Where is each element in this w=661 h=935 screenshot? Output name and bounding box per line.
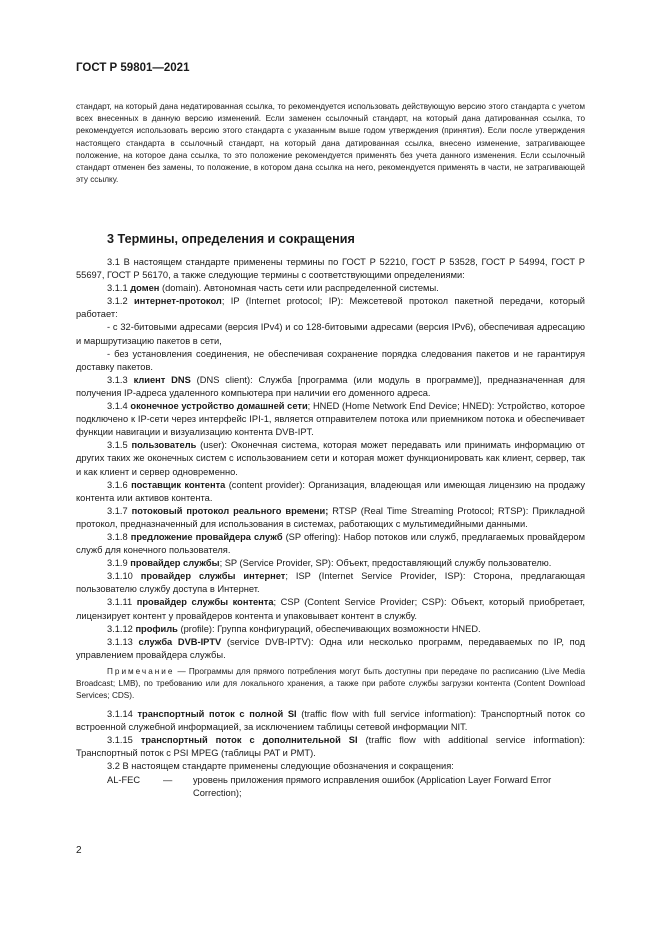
term-definition: ; SP (Service Provider, SP): Объект, предоставляющий службу пользователю. (219, 558, 552, 569)
term-3-1-3 (76, 374, 585, 400)
term-number: 3.1.2 (107, 296, 135, 307)
paragraph-3-2: 3.2 В настоящем стандарте применены следующие обозначения и сокращения: (107, 761, 454, 772)
term-name: оконечное устройство домашней сети (130, 401, 308, 412)
term-definition: (SP offering): Набор потоков или служб, предлагаемых провайдером служб для конечного пользователя. (76, 531, 585, 556)
term-name: предложение провайдера служб (130, 531, 283, 542)
term-definition: (traffic flow with full service information): Транспортный поток со встроенной служебной информацией, за исключением таблицы сетевой информации NIT. (76, 708, 585, 732)
term-name: интернет-протокол (134, 296, 222, 307)
term-number: 3.1.1 (107, 283, 131, 294)
section-body (76, 256, 585, 801)
term-3-1-8 (76, 531, 585, 557)
term-definition: (service DVB-IPTV): Одна или несколько программ, передаваемых по IP, под управлением провайдера службы. (76, 636, 585, 660)
term-number: 3.1.15 (107, 735, 141, 746)
term-3-1-9 (76, 557, 585, 570)
term-3-1-1 (76, 282, 585, 295)
term-3-1-11 (76, 596, 585, 622)
term-number: 3.1.10 (107, 571, 141, 582)
term-number: 3.1.12 (107, 623, 136, 634)
term-3-1-4 (76, 400, 585, 439)
paragraph-3-1: 3.1 В настоящем стандарте применены термины по ГОСТ Р 52210, ГОСТ Р 53528, ГОСТ Р 54994, ГОСТ Р 55697, ГОСТ Р 56170, а также следующие термины с соответствующими определениями: (76, 257, 585, 281)
term-number: 3.1.3 (107, 374, 134, 385)
note-label: Примечание (107, 666, 175, 676)
term-3-1-13 (76, 636, 585, 662)
term-number: 3.1.11 (107, 597, 137, 608)
term-name: поставщик контента (131, 479, 226, 490)
term-definition: ; CSP (Content Service Provider; CSP): Объект, который приобретает, лицензирует контент у провайдеров контента и упаковывает контент в службу. (76, 597, 585, 621)
term-3-1-5 (76, 439, 585, 478)
note-text: — Программы для прямого потребления могут быть доступны при передаче по расписанию (Live Media Broadcast; LMB), по требованию или для локального хранения, а также при работе службы загрузки контента (Content Download Services; CDS). (76, 666, 585, 700)
term-definition: (DNS client): Служба [программа (или модуль в программе)], предназначенная для получения IP-адреса удаленного компьютера при наличии его доменного адреса. (76, 374, 585, 398)
term-number: 3.1.5 (107, 440, 132, 451)
abbreviation-definition: уровень приложения прямого исправления ошибок (Application Layer Forward Error Correction); (193, 775, 552, 799)
term-definition: (user): Оконечная система, которая может передавать или принимать информацию от других таких же оконечных систем с использованием сети и которая может функционировать как клиент, сервер, так и как клиент и сервер одновременно. (76, 440, 585, 477)
term-3-1-2-item-2: - без установления соединения, не обеспечивая сохранение порядка следования пакетов и не гарантируя доставку пакетов. (76, 348, 585, 372)
term-number: 3.1.7 (107, 505, 132, 516)
term-definition: (domain). Автономная часть сети или распределенной системы. (159, 283, 439, 294)
intro-paragraph (76, 101, 585, 186)
abbreviation-dash: — (163, 775, 173, 786)
term-name: потоковый протокол реального времени; (131, 505, 329, 516)
term-name: транспортный поток с полной SI (137, 708, 297, 719)
term-definition: ; IP (Internet protocol; IP): Межсетевой протокол пакетной передачи, который работает: (76, 296, 585, 320)
term-number: 3.1.14 (107, 708, 138, 719)
term-name: провайдер службы контента (136, 597, 274, 608)
term-number: 3.1.6 (107, 479, 132, 490)
term-3-1-7 (76, 505, 585, 531)
term-definition: (traffic flow with additional service information): Транспортный поток с PSI MPEG (таблицы PAT и PMT). (76, 735, 586, 759)
term-3-1-15 (76, 734, 585, 760)
term-definition: (content provider): Организация, владеющая или имеющая лицензию на продажу контента или активов контента. (76, 479, 585, 503)
section-heading: 3 Термины, определения и сокращения (107, 232, 355, 246)
term-3-1-14 (76, 708, 585, 734)
term-name: провайдер службы (130, 558, 220, 569)
term-number: 3.1.8 (107, 531, 131, 542)
term-3-1-2 (76, 295, 585, 321)
term-definition: ; HNED (Home Network End Device; HNED): Устройство, которое подключено к IP-сети через интерфейс IPI-1, является отправителем потока или приемником потока и обеспечивает функции навигации и визуализацию контента DVB-IPT. (76, 401, 585, 438)
abbreviation-term: AL-FEC (107, 775, 141, 786)
term-name: служба DVB-IPTV (138, 636, 222, 647)
intro-text: стандарт, на который дана недатированная ссылка, то рекомендуется использовать действующую версию этого стандарта с учетом всех внесенных в данную версию изменений. Если заменен ссылочный стандарт, на который дана датированная ссылка, то рекомендуется использовать версию этого стандарта с указанным выше годом утверждения (принятия). Если после утверждения настоящего стандарта в ссылочный стандарт, на который дана датированная ссылка, внесено изменение, затрагивающее положение, на которое дана ссылка, то это положение рекомендуется применять без учета данного изменения. Если ссылочный стандарт отменен без замены, то положение, в котором дана ссылка на него, рекомендуется применять в части, не затрагивающей эту ссылку. (76, 102, 585, 185)
term-definition: (profile): Группа конфигураций, обеспечивающих возможности HNED. (177, 623, 481, 634)
term-definition: ; ISP (Internet Service Provider, ISP): Сторона, предлагающая пользователю службу доступа в Интернет. (76, 571, 585, 595)
term-name: домен (130, 283, 160, 294)
term-name: транспортный поток с дополнительной SI (140, 735, 358, 746)
term-number: 3.1.9 (107, 558, 131, 569)
term-name: пользователь (131, 440, 197, 451)
term-3-1-6 (76, 479, 585, 505)
abbreviation-row (76, 774, 585, 800)
term-3-1-10 (76, 570, 585, 596)
term-name: профиль (135, 623, 178, 634)
term-3-1-12 (76, 623, 585, 636)
term-name: провайдер службы интернет (140, 571, 286, 582)
term-number: 3.1.4 (107, 401, 131, 412)
term-number: 3.1.13 (107, 636, 139, 647)
note (76, 666, 585, 702)
document-header: ГОСТ Р 59801—2021 (76, 62, 190, 74)
page-number: 2 (76, 845, 82, 856)
term-name: клиент DNS (133, 374, 191, 385)
term-3-1-2-item-1: - с 32-битовыми адресами (версия IPv4) и со 128-битовыми адресами (версия IPv6), обеспечивая адресацию и маршрутизацию пакетов в сети, (76, 322, 585, 346)
term-definition: RTSP (Real Time Streaming Protocol; RTSP): Прикладной протокол, предназначенный для использования в системах, работающих с мультимедийными данными. (76, 505, 586, 529)
